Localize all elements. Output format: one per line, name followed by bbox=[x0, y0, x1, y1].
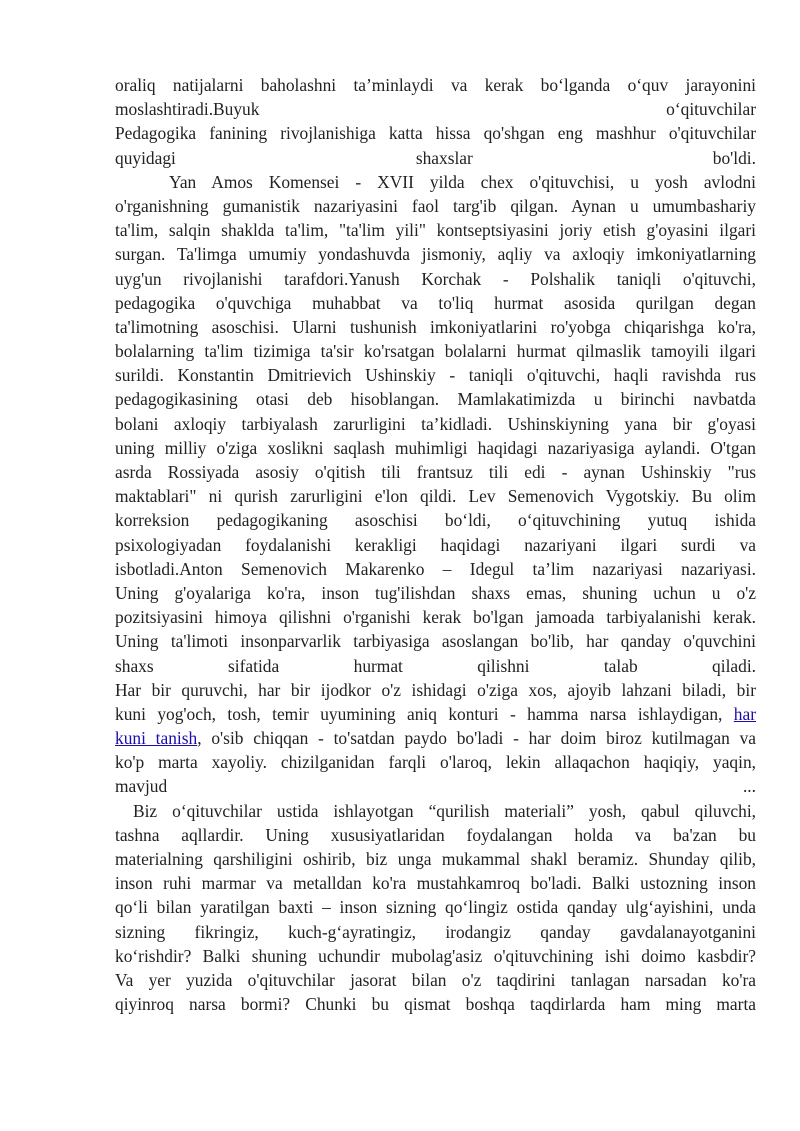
text-line bbox=[115, 339, 756, 363]
text-line bbox=[115, 968, 756, 992]
text-line-content: ko'p marta xayoliy. chizilganidan farqli o'laroq, lekin allaqachon haqiqiy, yaqin, bbox=[115, 752, 756, 773]
text-line bbox=[115, 920, 756, 944]
hyperlink-har-kuni-tanish-part1[interactable]: har bbox=[733, 703, 756, 724]
text-line-content: tashna aqllardir. Uning xususiyatlaridan foydalangan holda va ba'zan bu bbox=[115, 824, 756, 845]
text-line-content: Har bir quruvchi, har bir ijodkor o'z ishidagi o'ziga xos, ajoyib lahzani biladi, bir bbox=[115, 679, 756, 700]
text-line bbox=[115, 97, 756, 121]
text-line bbox=[115, 823, 756, 847]
text-line bbox=[115, 750, 756, 774]
text-line-content: mavjud ... bbox=[115, 776, 756, 797]
document-page bbox=[115, 73, 756, 1016]
text-line bbox=[115, 847, 756, 871]
text-line-content: Yan Amos Komensei - XVII yilda chex o'qituvchisi, u yosh avlodni bbox=[169, 171, 756, 192]
text-line-content: ta'lim, salqin shaklda ta'lim, "ta'lim yili" kontseptsiyasini joriy etish g'oyasini ilgari bbox=[115, 220, 756, 241]
text-line-content: isbotladi.Anton Semenovich Makarenko – Idegul ta’lim nazariyasi nazariyasi. bbox=[115, 558, 756, 579]
text-line bbox=[115, 363, 756, 387]
text-line bbox=[115, 678, 756, 702]
text-line bbox=[115, 895, 756, 919]
text-line bbox=[115, 726, 756, 750]
text-line bbox=[115, 267, 756, 291]
text-line bbox=[115, 774, 756, 798]
text-line bbox=[115, 508, 756, 532]
text-line bbox=[115, 436, 756, 460]
text-line-content: maktablari" ni qurish zarurligini e'lon qildi. Lev Semenovich Vygotskiy. Bu olim bbox=[115, 486, 756, 507]
text-line-content: Pedagogika fanining rivojlanishiga katta hissa qo'shgan eng mashhur o'qituvchilar bbox=[115, 123, 756, 144]
text-line bbox=[115, 799, 756, 823]
text-line-content: uyg'un rivojlanishi tarafdori.Yanush Korchak - Polshalik taniqli o'qituvchi, bbox=[115, 268, 756, 289]
text-line-content: shaxs sifatida hurmat qilishni talab qiladi. bbox=[115, 655, 756, 676]
text-line-content: Uning g'oyalariga ko'ra, inson tug'ilishdan shaxs emas, shuning uchun u o'z bbox=[115, 582, 756, 603]
text-line bbox=[115, 605, 756, 629]
text-line bbox=[115, 871, 756, 895]
text-line-content: bolalarning ta'lim tizimiga ta'sir ko'rsatgan bolalarni hurmat qilmaslik tamoyili ilgari bbox=[115, 341, 756, 362]
text-line bbox=[115, 944, 756, 968]
text-line-content: ko‘rishdir? Balki shuning uchundir mubolag'asiz o'qituvchining ishi doimo kasbdir? bbox=[115, 945, 756, 966]
text-line-content: qiyinroq narsa bormi? Chunki bu qismat boshqa taqdirlarda ham ming marta bbox=[115, 994, 756, 1015]
text-line-content: oraliq natijalarni baholashni ta’minlaydi va kerak bo‘lganda o‘quv jarayonini bbox=[115, 75, 756, 95]
text-line bbox=[115, 992, 756, 1016]
text-line-content: pedagogikasining otasi deb hisoblangan. Mamlakatimizda u birinchi navbatda bbox=[115, 389, 756, 410]
text-line-content: bolani axloqiy tarbiyalash zarurligini ta’kidladi. Ushinskiyning yana bir g'oyasi bbox=[115, 413, 756, 434]
text-line bbox=[115, 170, 756, 194]
text-line bbox=[115, 460, 756, 484]
text-line-content: sizning fikringiz, kuch-g‘ayratingiz, irodangiz qanday gavdalanayotganini bbox=[115, 921, 756, 942]
text-line bbox=[115, 387, 756, 411]
text-line bbox=[115, 146, 756, 170]
text-line bbox=[115, 194, 756, 218]
text-line bbox=[115, 73, 756, 97]
text-line-content: Va yer yuzida o'qituvchilar jasorat bilan o'z taqdirini tanlagan narsadan ko'ra bbox=[115, 969, 756, 990]
text-line-content: inson ruhi marmar va metalldan ko'ra mustahkamroq bo'ladi. Balki ustozning inson bbox=[115, 873, 756, 894]
text-line-content: korreksion pedagogikaning asoschisi bo‘ldi, o‘qituvchining yutuq ishida bbox=[115, 510, 756, 531]
text-line-content: moslashtiradi.Buyuk o‘qituvchilar bbox=[115, 99, 756, 120]
text-line bbox=[115, 218, 756, 242]
text-line bbox=[115, 654, 756, 678]
text-line-content: pedagogika o'quvchiga muhabbat va to'liq hurmat asosida qurilgan degan bbox=[115, 292, 756, 313]
text-line bbox=[115, 557, 756, 581]
text-line-content: Uning ta'limoti insonparvarlik tarbiyasiga asoslangan bo'lib, har qanday o'quvchini bbox=[115, 631, 756, 652]
text-line-content: kuni yog'och, tosh, temir uyumining aniq konturi - hamma narsa ishlaydigan, bbox=[115, 703, 723, 724]
text-line-content: surildi. Konstantin Dmitrievich Ushinskiy - taniqli o'qituvchi, haqli ravishda rus bbox=[115, 365, 756, 386]
text-line bbox=[115, 533, 756, 557]
text-line bbox=[115, 702, 756, 726]
text-line bbox=[115, 121, 756, 145]
text-line bbox=[115, 315, 756, 339]
text-line-content: quyidagi shaxslar bo'ldi. bbox=[115, 147, 756, 168]
text-line-content: , o'sib chiqqan - to'satdan paydo bo'ladi - har doim biroz kutilmagan va bbox=[197, 728, 757, 749]
text-line-content: uning milliy o'ziga xoslikni saqlash muhimligi haqidagi nazariyasiga aylandi. O'tgan bbox=[115, 437, 756, 458]
text-line bbox=[115, 484, 756, 508]
text-line bbox=[115, 242, 756, 266]
text-line-content: o'rganishning gumanistik nazariyasini faol targ'ib qilgan. Aynan u umumbashariy bbox=[115, 195, 756, 216]
text-line bbox=[115, 412, 756, 436]
hyperlink-har-kuni-tanish-part2[interactable]: kuni tanish bbox=[115, 728, 198, 749]
text-line-content: surgan. Ta'limga umumiy yondashuvda jismoniy, aqliy va axloqiy imkoniyatlarning bbox=[115, 244, 756, 265]
text-line bbox=[115, 629, 756, 653]
text-line-content: asrda Rossiyada asosiy o'qitish tili frantsuz tili edi - aynan Ushinskiy "rus bbox=[115, 462, 756, 482]
text-line-content: ta'limotning asoschisi. Ularni tushunish imkoniyatlarini ro'yobga chiqarishga ko'ra, bbox=[115, 316, 756, 337]
text-line-content: psixologiyadan foydalanishi kerakligi haqidagi nazariyani ilgari surdi va bbox=[115, 534, 756, 555]
text-line bbox=[115, 581, 756, 605]
text-line-content: materialning qarshiligini oshirib, biz unga mukammal shakl beramiz. Shunday qilib, bbox=[115, 849, 756, 869]
text-line-content: qo‘li bilan yaratilgan baxti – inson sizning qo‘lingiz ostida qanday ulg‘ayishini, unda bbox=[115, 897, 756, 918]
text-line-content: Biz o‘qituvchilar ustida ishlayotgan “qurilish materiali” yosh, qabul qiluvchi, bbox=[133, 800, 756, 821]
text-line bbox=[115, 291, 756, 315]
text-line-content: pozitsiyasini himoya qilishni o'rganishi kerak bo'lgan jamoada tarbiyalanishi kerak. bbox=[115, 607, 756, 628]
